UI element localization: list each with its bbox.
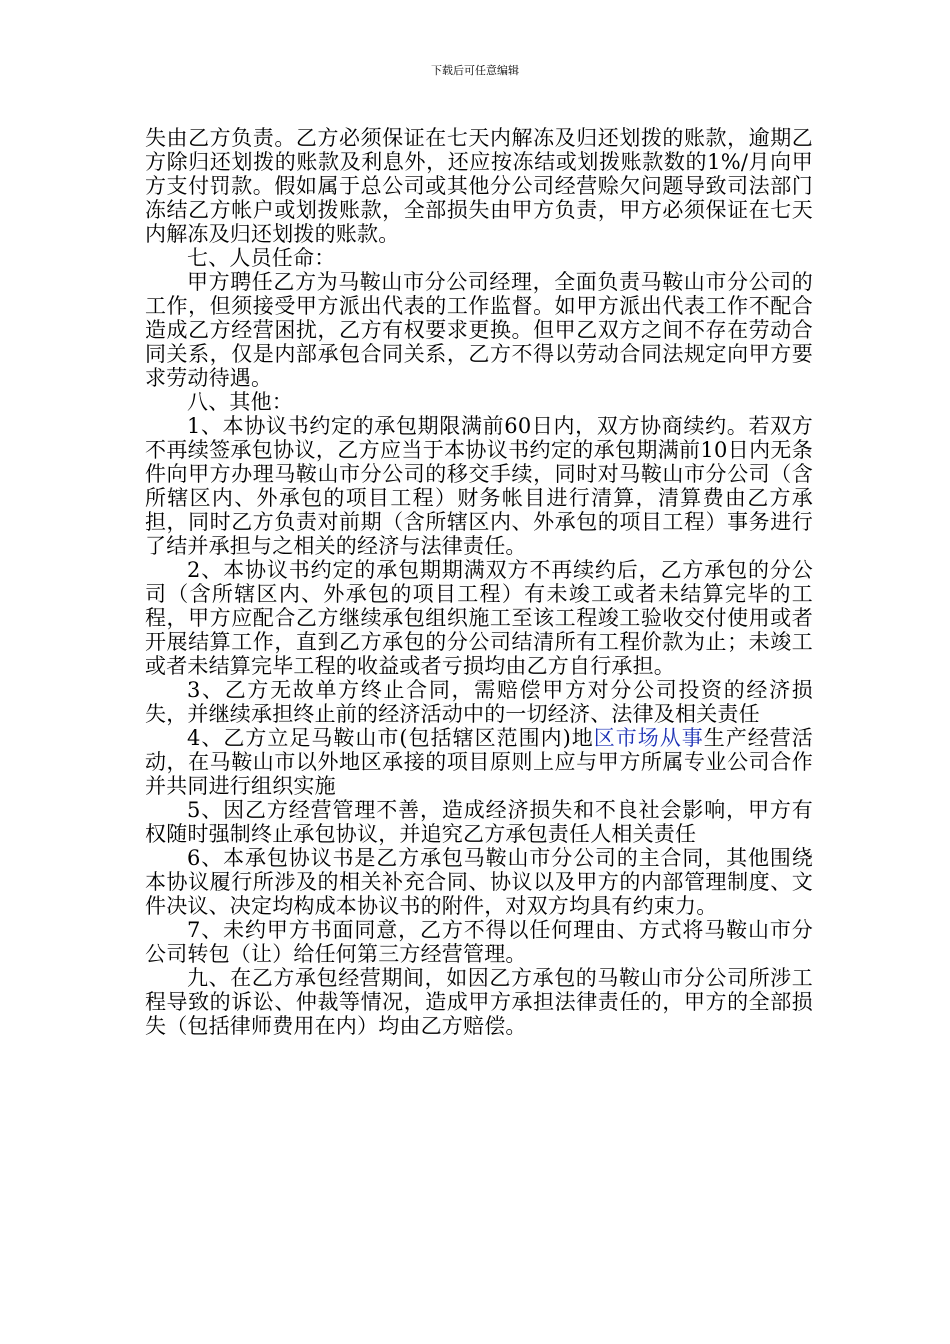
clause-4 [145, 726, 813, 798]
clause-3: 3、乙方无故单方终止合同，需赔偿甲方对分公司投资的经济损失，并继续承担终止前的经济活动中的一切经济、法律及相关责任 [145, 678, 813, 726]
clause-2: 2、本协议书约定的承包期期满双方不再续约后，乙方承包的分公司（含所辖区内、外承包的项目工程）有未竣工或者未结算完毕的工程，甲方应配合乙方继续承包组织施工至该工程竣工验收交付使用或者开展结算工作，直到乙方承包的分公司结清所有工程价款为止；未竣工或者未结算完毕工程的收益或者亏损均由乙方自行承担。 [145, 558, 813, 678]
section-heading-personnel: 七、人员任命： [187, 246, 336, 270]
clause-6: 6、本承包协议书是乙方承包马鞍山市分公司的主合同，其他围绕本协议履行所涉及的相关补充合同、协议以及甲方的内部管理制度、文件决议、决定均构成本协议书的附件，对双方均具有约束力。 [145, 846, 813, 918]
document-body [145, 126, 813, 1038]
clause-7: 7、未约甲方书面同意，乙方不得以任何理由、方式将马鞍山市分公司转包（让）给任何第三方经营管理。 [145, 918, 813, 966]
clause-5: 5、因乙方经营管理不善，造成经济损失和不良社会影响，甲方有权随时强制终止承包协议，并追究乙方承包责任人相关责任 [145, 798, 813, 846]
section-heading-other: 八、其他： [187, 390, 293, 414]
paragraph-personnel: 甲方聘任乙方为马鞍山市分公司经理，全面负责马鞍山市分公司的工作，但须接受甲方派出代表的工作监督。如甲方派出代表工作不配合造成乙方经营困扰，乙方有权要求更换。但甲乙双方之间不存在劳动合同关系，仅是内部承包合同关系，乙方不得以劳动合同法规定向甲方要求劳动待遇。 [145, 270, 813, 390]
page-header: 下载后可任意编辑 [431, 64, 519, 77]
clause-4-link[interactable]: 区市场从事 [593, 726, 704, 750]
clause-4-text-after: 生产经营活动，在马鞍山市以外地区承接的项目原则上应与甲方所属专业公司合作并共同进行组织实施 [145, 726, 814, 798]
paragraph-account-freeze: 失由乙方负责。乙方必须保证在七天内解冻及归还划拨的账款，逾期乙方除归还划拨的账款及利息外，还应按冻结或划拨账款数的1%/月向甲方支付罚款。假如属于总公司或其他分公司经营赊欠问题导致司法部门冻结乙方帐户或划拨账款，全部损失由甲方负责，甲方必须保证在七天内解冻及归还划拨的账款。 [145, 126, 813, 246]
section-nine: 九、在乙方承包经营期间，如因乙方承包的马鞍山市分公司所涉工程导致的诉讼、仲裁等情况，造成甲方承担法律责任的，甲方的全部损失（包括律师费用在内）均由乙方赔偿。 [145, 966, 813, 1038]
clause-1: 1、本协议书约定的承包期限满前60日内，双方协商续约。若双方不再续签承包协议，乙方应当于本协议书约定的承包期满前10日内无条件向甲方办理马鞍山市分公司的移交手续，同时对马鞍山市分公司（含所辖区内、外承包的项目工程）财务帐目进行清算，清算费由乙方承担，同时乙方负责对前期（含所辖区内、外承包的项目工程）事务进行了结并承担与之相关的经济与法律责任。 [145, 414, 813, 558]
clause-4-text-before: 4、乙方立足马鞍山市(包括辖区范围内)地 [187, 726, 594, 750]
